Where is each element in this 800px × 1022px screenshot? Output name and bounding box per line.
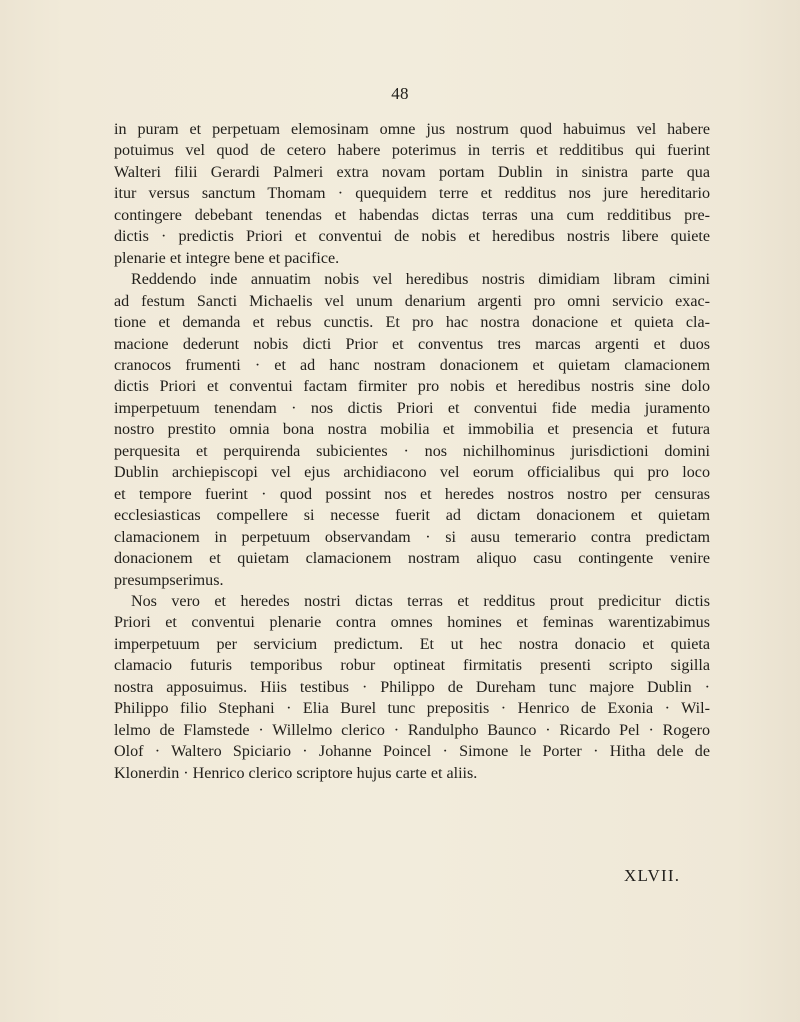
text-line: clamacio futuris temporibus robur optineat firmitatis presenti scripto sigilla: [114, 657, 710, 675]
paragraph: [114, 269, 710, 591]
text-line: ecclesiasticas compellere si necesse fuerit ad dictam donacionem et quietam: [114, 507, 710, 525]
text-line: nostro prestito omnia bona nostra mobilia et immobilia et presencia et futura: [114, 421, 710, 439]
text-line: itur versus sanctum Thomam · quequidem terre et redditus nos jure hereditario: [114, 185, 710, 203]
text-line: dictis · predictis Priori et conventui de nobis et heredibus nostris libere quiete: [114, 228, 710, 246]
text-line: Dublin archiepiscopi vel ejus archidiacono vel eorum officialibus qui pro loco: [114, 464, 710, 482]
text-line: tione et demanda et rebus cunctis. Et pro hac nostra donacione et quieta cla-: [114, 314, 710, 332]
text-line: Reddendo inde annuatim nobis vel heredibus nostris dimidiam libram cimini: [131, 271, 710, 289]
charter-text: [114, 119, 710, 784]
text-line: potuimus vel quod de cetero habere poterimus in terris et redditibus qui fuerint: [114, 142, 710, 160]
text-line: Nos vero et heredes nostri dictas terras et redditus prout predicitur dictis: [131, 592, 710, 610]
text-line: cranocos frumenti · et ad hanc nostram donacionem et quietam clamacionem: [114, 356, 710, 374]
paragraph: [114, 591, 710, 784]
text-line: Klonerdin · Henrico clerico scriptore hujus carte et aliis.: [114, 764, 478, 782]
text-line: nostra apposuimus. Hiis testibus · Philippo de Dureham tunc majore Dublin ·: [114, 678, 710, 696]
text-line: Priori et conventui plenarie contra omnes homines et feminas warentizabimus: [114, 614, 710, 632]
text-line: Walteri filii Gerardi Palmeri extra novam portam Dublin in sinistra parte qua: [114, 163, 710, 181]
text-line: donacionem et quietam clamacionem nostram aliquo casu contingente venire: [114, 550, 710, 568]
text-line: ad festum Sancti Michaelis vel unum denarium argenti pro omni servicio exac-: [114, 292, 710, 310]
next-charter-number: XLVII.: [624, 866, 681, 885]
paragraph: [114, 119, 710, 269]
text-line: perquesita et perquirenda subicientes · nos nichilhominus jurisdictioni domini: [114, 442, 710, 460]
text-line: macione dederunt nobis dicti Prior et conventus tres marcas argenti et duos: [114, 335, 710, 353]
text-line: dictis Priori et conventui factam firmiter pro nobis et heredibus nostris sine dolo: [114, 378, 710, 396]
text-line: contingere debebant tenendas et habendas dictas terras una cum redditibus pre-: [114, 206, 710, 224]
text-line: imperpetuum tenendam · nos dictis Priori et conventui fide media juramento: [114, 399, 710, 417]
text-line: imperpetuum per servicium predictum. Et ut hec nostra donacio et quieta: [114, 635, 710, 653]
text-line: presumpserimus.: [114, 571, 224, 589]
text-line: et tempore fuerint · quod possint nos et heredes nostros nostro per censuras: [114, 485, 710, 503]
text-line: Philippo filio Stephani · Elia Burel tunc prepositis · Henrico de Exonia · Wil-: [114, 700, 710, 718]
text-line: clamacionem in perpetuum observandam · si ausu temerario contra predictam: [114, 528, 710, 546]
text-line: lelmo de Flamstede · Willelmo clerico · Randulpho Baunco · Ricardo Pel · Rogero: [114, 721, 710, 739]
text-line: in puram et perpetuam elemosinam omne jus nostrum quod habuimus vel habere: [114, 121, 710, 138]
text-line: plenarie et integre bene et pacifice.: [114, 249, 340, 267]
text-line: Olof · Waltero Spiciario · Johanne Poincel · Simone le Porter · Hitha dele de: [114, 743, 710, 761]
page-number: 48: [391, 84, 409, 103]
